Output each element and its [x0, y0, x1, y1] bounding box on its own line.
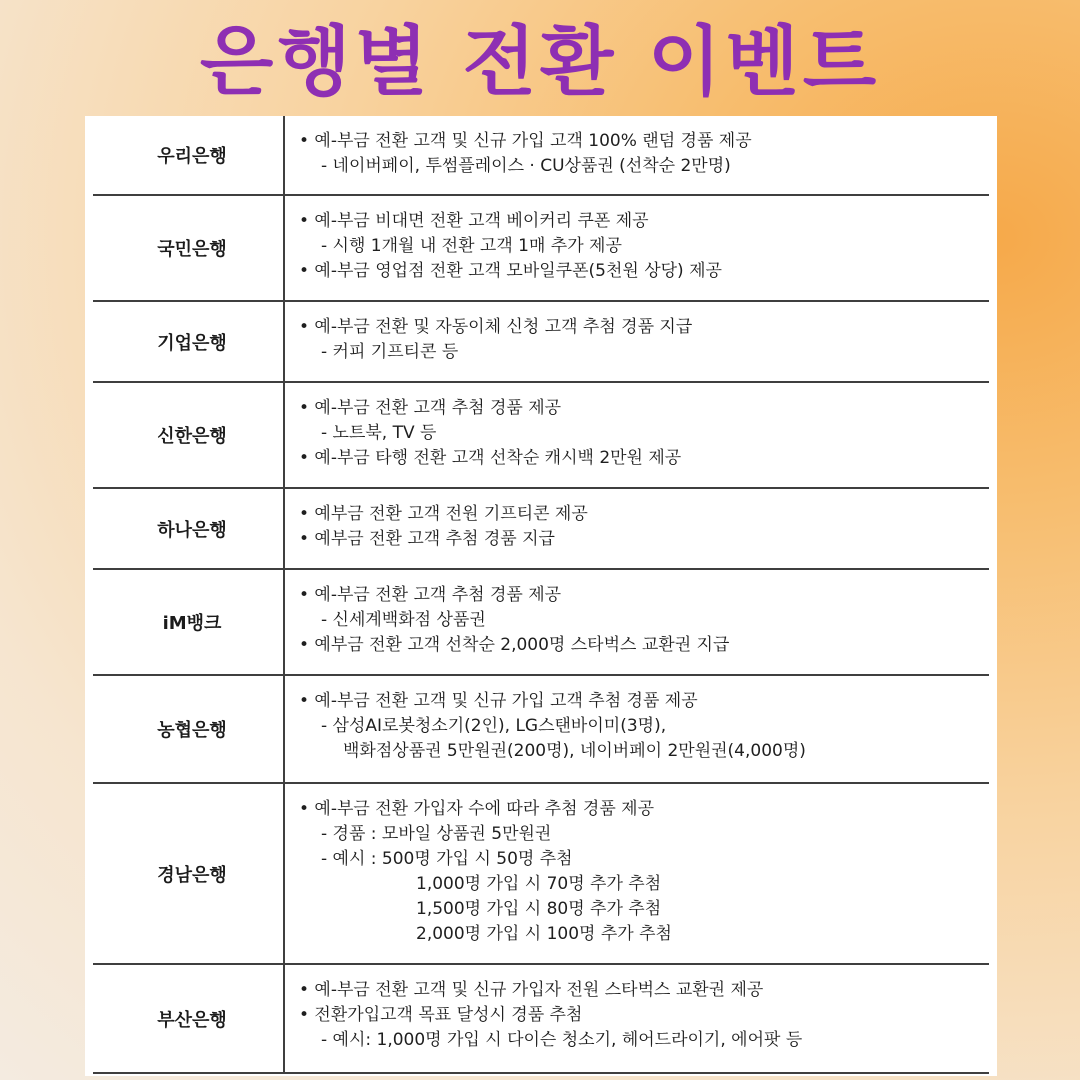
table-row-hana [93, 489, 989, 570]
bank-description [285, 570, 989, 674]
desc-line: • 예부금 전환 고객 추첨 경품 지급 [299, 529, 555, 549]
bank-description [285, 489, 989, 568]
bank-description [285, 302, 989, 381]
bank-description [285, 676, 989, 782]
desc-line: • 예-부금 타행 전환 고객 선착순 캐시백 2만원 제공 [299, 448, 682, 468]
desc-line: • 예-부금 영업점 전환 고객 모바일쿠폰(5천원 상당) 제공 [299, 261, 722, 281]
desc-line: - 커피 기프티콘 등 [321, 342, 459, 362]
desc-line: • 전환가입고객 목표 달성시 경품 추첨 [299, 1005, 583, 1025]
desc-line: - 예시 : 500명 가입 시 50명 추첨 [321, 849, 573, 869]
table-row-nonghyup [93, 676, 989, 784]
desc-line: - 예시: 1,000명 가입 시 다이슨 청소기, 헤어드라이기, 에어팟 등 [321, 1030, 803, 1050]
bank-name: 기업은행 [93, 302, 285, 381]
bank-description [285, 383, 989, 487]
bank-name: 하나은행 [93, 489, 285, 568]
table-row-imbank [93, 570, 989, 676]
bank-name: 부산은행 [93, 965, 285, 1072]
bank-name: 신한은행 [93, 383, 285, 487]
event-table [85, 116, 997, 1076]
desc-line: - 신세계백화점 상품권 [321, 610, 486, 630]
desc-line: - 네이버페이, 투썸플레이스 · CU상품권 (선착순 2만명) [321, 156, 731, 176]
bank-name: iM뱅크 [93, 570, 285, 674]
desc-line: • 예-부금 전환 고객 및 신규 가입 고객 추첨 경품 제공 [299, 691, 698, 711]
bank-description [285, 965, 989, 1072]
desc-line: • 예-부금 전환 및 자동이체 신청 고객 추첨 경품 지급 [299, 317, 693, 337]
desc-line: • 예부금 전환 고객 전원 기프티콘 제공 [299, 504, 588, 524]
desc-line: 1,500명 가입 시 80명 추가 추첨 [416, 899, 662, 919]
desc-line: 2,000명 가입 시 100명 추가 추첨 [416, 924, 672, 944]
bank-description [285, 784, 989, 963]
desc-line: - 삼성AI로봇청소기(2인), LG스탠바이미(3명), [321, 716, 667, 736]
table-row-kookmin [93, 196, 989, 302]
desc-line: - 시행 1개월 내 전환 고객 1매 추가 제공 [321, 236, 622, 256]
bank-name: 경남은행 [93, 784, 285, 963]
page-title: 은행별 전환 이벤트 [199, 17, 881, 106]
desc-line: - 경품 : 모바일 상품권 5만원권 [321, 824, 552, 844]
table-row-ibk [93, 302, 989, 383]
desc-line: 백화점상품권 5만원권(200명), 네이버페이 2만원권(4,000명) [343, 741, 806, 761]
bank-description [285, 196, 989, 300]
table-row-busan [93, 965, 989, 1074]
table-row-woori [93, 116, 989, 196]
desc-line: • 예-부금 전환 가입자 수에 따라 추첨 경품 제공 [299, 799, 654, 819]
desc-line: • 예-부금 전환 고객 및 신규 가입 고객 100% 랜덤 경품 제공 [299, 131, 752, 151]
table-row-shinhan [93, 383, 989, 489]
desc-line: • 예-부금 전환 고객 추첨 경품 제공 [299, 398, 562, 418]
desc-line: • 예-부금 전환 고객 및 신규 가입자 전원 스타벅스 교환권 제공 [299, 980, 764, 1000]
bank-name: 국민은행 [93, 196, 285, 300]
table-row-kyongnam [93, 784, 989, 965]
desc-line: • 예-부금 전환 고객 추첨 경품 제공 [299, 585, 562, 605]
bank-description [285, 116, 989, 194]
desc-line: 1,000명 가입 시 70명 추가 추첨 [416, 874, 662, 894]
bank-name: 농협은행 [93, 676, 285, 782]
bank-name: 우리은행 [93, 116, 285, 194]
desc-line: • 예부금 전환 고객 선착순 2,000명 스타벅스 교환권 지급 [299, 635, 730, 655]
desc-line: - 노트북, TV 등 [321, 423, 437, 443]
desc-line: • 예-부금 비대면 전환 고객 베이커리 쿠폰 제공 [299, 211, 649, 231]
